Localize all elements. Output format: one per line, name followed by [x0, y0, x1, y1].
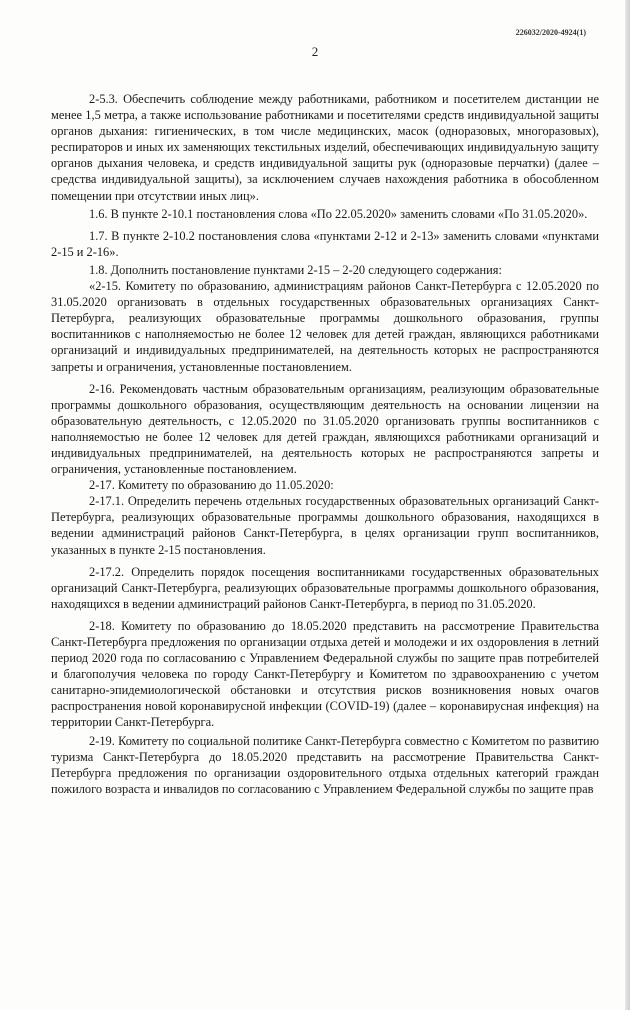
paragraph-2-17-1: 2-17.1. Определить перечень отдельных государственных образовательных организаций Санкт-Петербурга, реализующих образовательные программы дошкольного образования, находящихся в ведении администраций районов Санкт-Петербурга, в целях организации групп воспитанников, указанных в пункте 2-15 постановления.	[51, 494, 599, 557]
paragraph-2-18: 2-18. Комитету по образованию до 18.05.2020 представить на рассмотрение Правительства Санкт-Петербурга предложения по организации отдыха детей и молодежи и их оздоровления в летний период 2020 года по согласованию с Управлением Федеральной службы по защите прав потребителей и благополучия человека по городу Санкт-Петербургу и Комитетом по здравоохранению с учетом санитарно-эпидемиологической обстановки и отсутствия рисков возникновения новых очагов распространения новой коронавирусной инфекции (COVID-19) (далее – коронавирусная инфекция) на территории Санкт-Петербурга.	[51, 618, 599, 730]
document-body	[51, 91, 599, 797]
paragraph-2-17: 2-17. Комитету по образованию до 11.05.2020:	[89, 478, 334, 493]
paragraph-2-17-2: 2-17.2. Определить порядок посещения воспитанниками государственных образовательных организаций Санкт-Петербурга, реализующих образовательные программы дошкольного образования, находящихся в ведении администраций районов Санкт-Петербурга, в период по 31.05.2020.	[51, 564, 599, 611]
paragraph-1-7: 1.7. В пункте 2-10.2 постановления слова «пунктами 2-12 и 2-13» заменить словами «пунктами 2-15 и 2-16».	[51, 228, 599, 259]
document-number: 226032/2020-4924(1)	[515, 28, 586, 37]
paragraph-2-19: 2-19. Комитету по социальной политике Санкт-Петербурга совместно с Комитетом по развитию туризма Санкт-Петербурга до 18.05.2020 представить на рассмотрение Правительства Санкт-Петербурга предложения по организации оздоровительного отдыха отдельных категорий граждан пожилого возраста и инвалидов по согласованию с Управлением Федеральной службы по защите прав	[51, 733, 599, 796]
paragraph-1-8: 1.8. Дополнить постановление пунктами 2-15 – 2-20 следующего содержания:	[89, 262, 502, 277]
paragraph-2-15: «2-15. Комитету по образованию, администрациям районов Санкт-Петербурга с 12.05.2020 по 31.05.2020 организовать в отдельных государственных образовательных организациях Санкт-Петербурга, реализующих образовательные программы дошкольного образования, группы воспитанников с наполняемостью не более 12 человек для детей граждан, являющихся работниками организаций и индивидуальных предпринимателей, на деятельность которых не распространяются запреты и ограничения, установленные постановлением.	[51, 279, 599, 374]
paragraph-2-16: 2-16. Рекомендовать частным образовательным организациям, реализующим образовательные программы дошкольного образования, осуществляющим деятельность на основании лицензии на образовательную деятельность, с 12.05.2020 по 31.05.2020 организовать группы воспитанников с наполняемостью не более 12 человек для детей граждан, являющихся работниками организаций и индивидуальных предпринимателей, на деятельность которых не распространяются запреты и ограничения, установленные постановлением.	[51, 381, 599, 477]
page-number: 2	[311, 44, 319, 59]
paragraph-1-6: 1.6. В пункте 2-10.1 постановления слова «По 22.05.2020» заменить словами «По 31.05.2020».	[89, 206, 588, 221]
paragraph-2-5-3: 2-5.3. Обеспечить соблюдение между работниками, работником и посетителем дистанции не менее 1,5 метра, а также использование работниками и посетителями средств индивидуальной защиты органов дыхания: гигиенических, в том числе медицинских, масок (одноразовых, многоразовых), респираторов и иных их заменяющих текстильных изделий, обеспечивающих индивидуальную защиту органов дыхания человека, и средств индивидуальной защиты рук (одноразовые перчатки) (далее – средства индивидуальной защиты), за исключением случаев нахождения работника в обособленном помещении при отсутствии иных лиц».	[51, 92, 599, 203]
scan-edge-shadow	[625, 0, 630, 1010]
